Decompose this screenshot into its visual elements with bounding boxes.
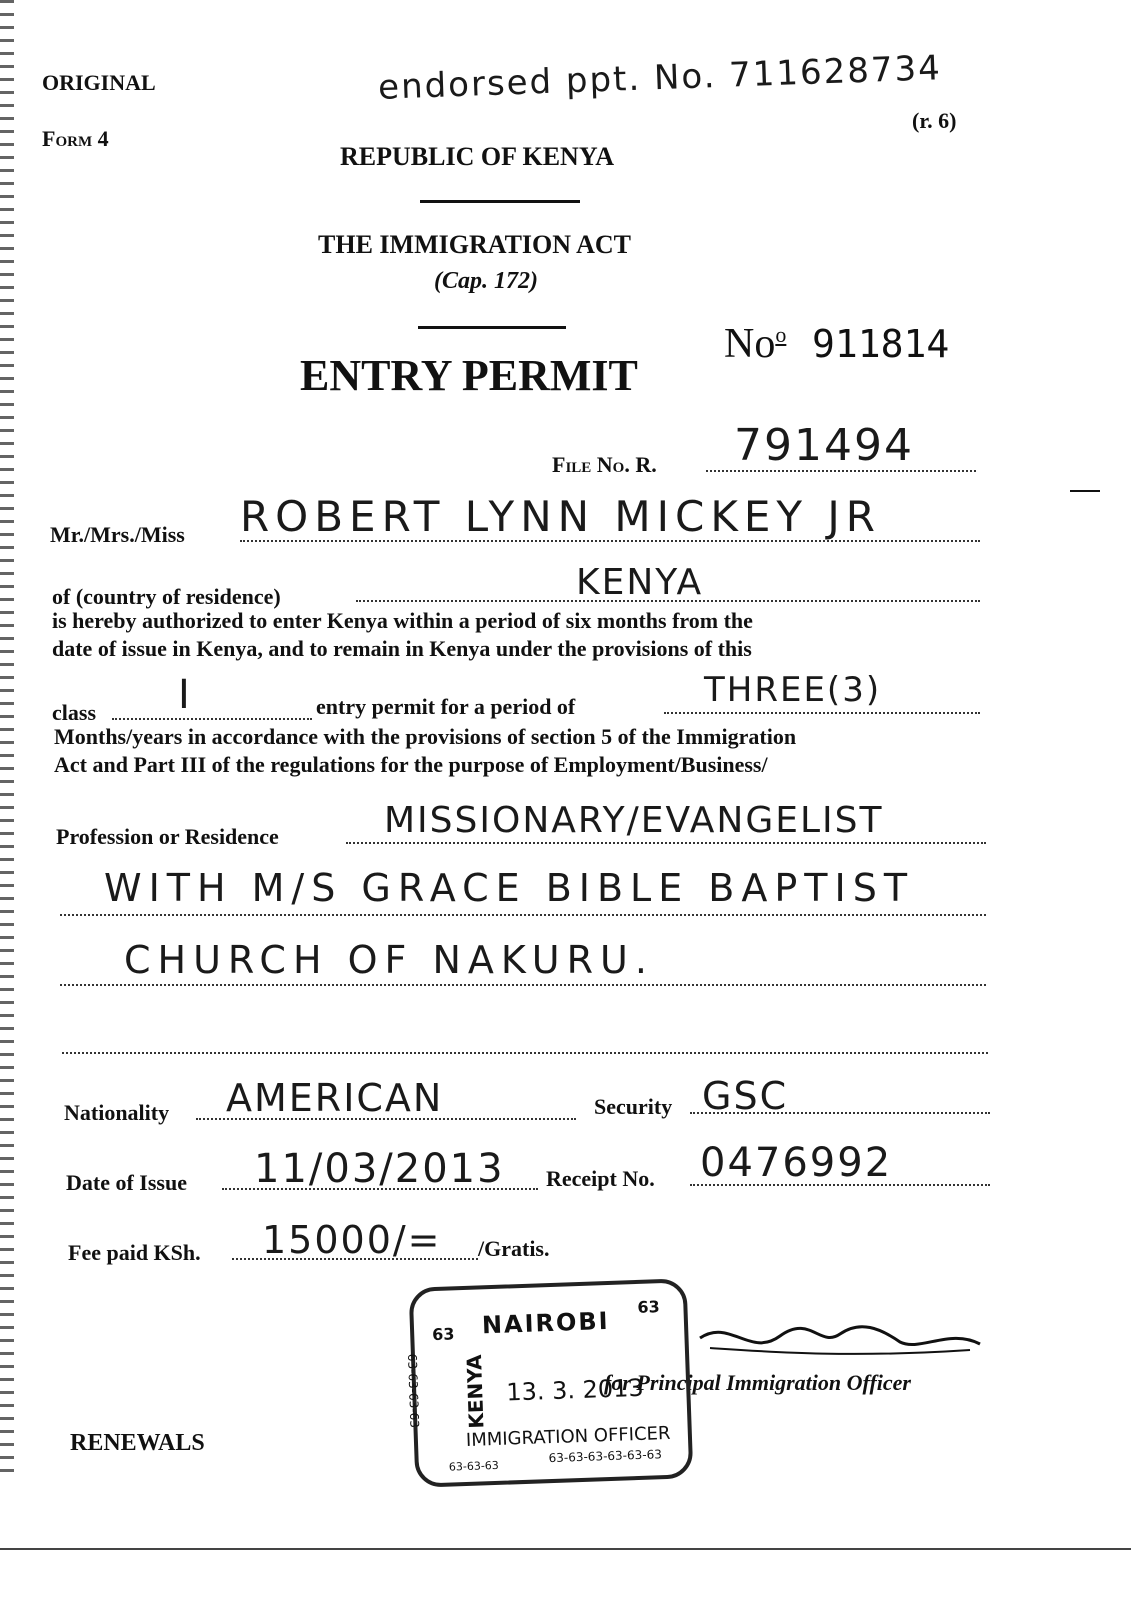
- signature-caption: for Principal Immigration Officer: [604, 1370, 911, 1395]
- authorization-line-2: date of issue in Kenya, and to remain in Kenya under the provisions of this: [52, 636, 752, 661]
- fee-label: Fee paid KSh.: [68, 1240, 201, 1265]
- profession-label: Profession or Residence: [56, 824, 279, 849]
- fee-value: 15000/=: [262, 1218, 442, 1262]
- stamp-code-top-right: 63: [637, 1297, 660, 1317]
- period-line: [664, 712, 980, 714]
- page-bottom-line: [0, 1548, 1131, 1550]
- country-value: KENYA: [576, 562, 704, 603]
- nationality-label: Nationality: [64, 1100, 170, 1125]
- stamp-code-bottom: 63-63-63-63-63-63: [548, 1447, 663, 1466]
- permit-number: 911814: [812, 322, 950, 366]
- security-label: Security: [594, 1094, 673, 1119]
- officer-signature: [690, 1308, 990, 1378]
- page-edge-binding: [0, 0, 14, 1480]
- class-label: class: [52, 700, 96, 725]
- permit-number-label: No$^o$: [724, 321, 787, 367]
- republic-heading: REPUBLIC OF KENYA: [340, 142, 615, 171]
- gratis-label: /Gratis.: [478, 1236, 550, 1261]
- immigration-stamp: [404, 1278, 694, 1488]
- country-label: of (country of residence): [52, 584, 281, 609]
- receipt-label: Receipt No.: [546, 1166, 655, 1191]
- security-value: GSC: [702, 1074, 789, 1118]
- blank-line: [62, 1052, 988, 1054]
- date-of-issue-label: Date of Issue: [66, 1170, 187, 1195]
- holder-name: ROBERT LYNN MICKEY JR: [240, 492, 881, 541]
- provisions-line-2: Act and Part III of the regulations for the purpose of Employment/Business/: [54, 752, 768, 777]
- margin-mark: [1070, 490, 1100, 492]
- stamp-code-bottom-left: 63-63-63: [448, 1458, 500, 1474]
- profession-value-1: MISSIONARY/EVANGELIST: [384, 800, 884, 841]
- act-title: THE IMMIGRATION ACT: [318, 230, 631, 259]
- class-line: [112, 718, 312, 720]
- permit-title: ENTRY PERMIT: [300, 351, 638, 400]
- original-label: ORIGINAL: [42, 70, 156, 95]
- nationality-value: AMERICAN: [226, 1076, 444, 1120]
- divider: [418, 326, 566, 329]
- stamp-country: KENYA: [461, 1354, 489, 1430]
- file-number-label: File No. R.: [552, 452, 657, 477]
- handwritten-endorsement: endorsed ppt. No. 711628734: [377, 48, 943, 108]
- period-label: entry permit for a period of: [316, 694, 576, 719]
- authorization-line-1: is hereby authorized to enter Kenya within a period of six months from the: [52, 608, 753, 633]
- file-number-value: 791494: [734, 420, 914, 471]
- profession-value-2: WITH M/S GRACE BIBLE BAPTIST: [104, 866, 915, 910]
- rule-reference: (r. 6): [912, 108, 957, 133]
- stamp-date: 13. 3. 2013: [505, 1373, 645, 1407]
- stamp-code-top-left: 63: [431, 1324, 455, 1345]
- profession-line-1: [346, 842, 986, 844]
- stamp-code-left: 63-63-63-63: [404, 1353, 422, 1429]
- renewals-heading: RENEWALS: [70, 1430, 205, 1456]
- date-of-issue-value: 11/03/2013: [254, 1146, 505, 1192]
- stamp-office: IMMIGRATION OFFICER: [465, 1422, 671, 1451]
- class-value: I: [178, 672, 192, 718]
- profession-line-2: [60, 914, 986, 916]
- period-value: THREE(3): [704, 670, 882, 710]
- salutation-label: Mr./Mrs./Miss: [50, 522, 185, 547]
- profession-line-3: [60, 984, 986, 986]
- provisions-line-1: Months/years in accordance with the provisions of section 5 of the Immigration: [54, 724, 797, 749]
- receipt-value: 0476992: [700, 1140, 893, 1186]
- profession-value-3: CHURCH OF NAKURU.: [124, 938, 654, 982]
- divider: [420, 200, 580, 203]
- stamp-city: NAIROBI: [481, 1306, 611, 1340]
- form-label: Form 4: [42, 126, 109, 151]
- act-chapter: (Cap. 172): [434, 268, 538, 294]
